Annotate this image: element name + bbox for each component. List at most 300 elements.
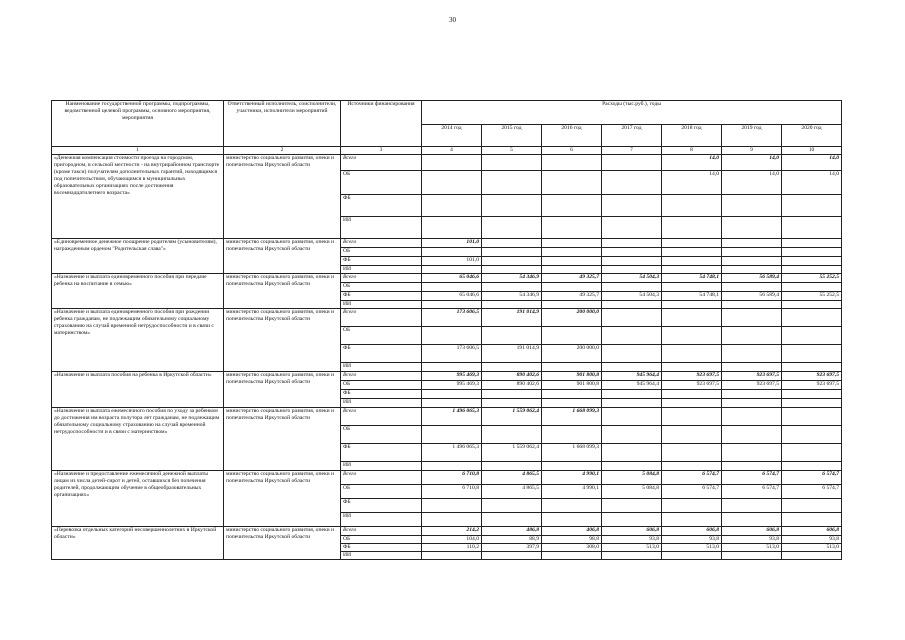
column-number: 4 xyxy=(422,147,482,155)
expense-value: 901 800,8 xyxy=(542,380,602,389)
expense-value: 110,2 xyxy=(422,543,482,551)
funding-source: ОБ xyxy=(341,535,422,543)
expense-value xyxy=(542,498,602,512)
funding-source: ИИ xyxy=(341,551,422,559)
expense-value xyxy=(482,326,542,344)
expense-value: 93,8 xyxy=(722,535,782,543)
expense-value xyxy=(482,154,542,170)
expense-value xyxy=(782,256,842,265)
table-row xyxy=(52,154,842,170)
header-executor: Ответственный исполнитель, соисполнители, участники, исполнители мероприятий xyxy=(224,101,341,147)
header-year: 2019 год xyxy=(722,125,782,147)
expense-value xyxy=(662,282,722,291)
expense-value: 1 668 099,3 xyxy=(542,443,602,461)
expense-value: 4 990,1 xyxy=(542,470,602,484)
expense-value xyxy=(662,461,722,470)
funding-source: ИИ xyxy=(341,512,422,526)
expense-value xyxy=(722,256,782,265)
expense-value xyxy=(782,247,842,256)
expense-value xyxy=(722,362,782,371)
expense-value xyxy=(722,238,782,247)
expense-value xyxy=(782,425,842,443)
expense-value xyxy=(782,362,842,371)
expense-value xyxy=(662,247,722,256)
expense-value xyxy=(722,461,782,470)
expense-value xyxy=(542,389,602,398)
expense-value xyxy=(722,551,782,559)
funding-source: ФБ xyxy=(341,443,422,461)
expense-value xyxy=(422,398,482,407)
expense-value xyxy=(722,282,782,291)
expense-value: 923 697,5 xyxy=(722,380,782,389)
expense-value xyxy=(722,425,782,443)
expense-value: 406,8 xyxy=(542,526,602,535)
expense-value xyxy=(722,300,782,308)
expense-value xyxy=(722,398,782,407)
expense-value: 995 469,3 xyxy=(422,371,482,380)
activity-name: «Назначение и предоставление ежемесячной денежной выплаты лицам из числа детей-сирот и детей, оставшихся без попечения родителей, продолжающим обучение в общеобразовательных организациях» xyxy=(52,470,224,526)
header-source: Источники финансирования xyxy=(341,101,422,147)
expense-value xyxy=(722,326,782,344)
expense-value xyxy=(782,300,842,308)
expense-value xyxy=(782,443,842,461)
expense-value: 56 589,4 xyxy=(722,291,782,300)
program-budget-table xyxy=(51,100,842,560)
expense-value xyxy=(422,326,482,344)
expense-value: 606,8 xyxy=(602,526,662,535)
expense-value: 890 402,6 xyxy=(482,371,542,380)
activity-name: «Перевозка отдельных категорий несовершеннолетних в Иркутской области» xyxy=(52,526,224,559)
expense-value xyxy=(482,551,542,559)
funding-source: ИИ xyxy=(341,216,422,238)
expense-value: 88,9 xyxy=(482,535,542,543)
column-number: 5 xyxy=(482,147,542,155)
expense-value: 14,0 xyxy=(782,154,842,170)
activity-executor: министерство социального развития, опеки и попечительства Иркутской области xyxy=(224,407,341,470)
funding-source: Всего xyxy=(341,273,422,282)
expense-value: 200 000,0 xyxy=(542,308,602,326)
expense-value: 173 606,5 xyxy=(422,308,482,326)
expense-value: 923 697,5 xyxy=(722,371,782,380)
expense-value xyxy=(602,326,662,344)
expense-value xyxy=(602,170,662,194)
expense-value xyxy=(482,425,542,443)
expense-value xyxy=(422,512,482,526)
expense-value: 49 325,7 xyxy=(542,273,602,282)
expense-value xyxy=(602,194,662,216)
page-number: 30 xyxy=(449,16,456,24)
expense-value xyxy=(722,216,782,238)
expense-value xyxy=(782,407,842,425)
expense-value: 98,8 xyxy=(542,535,602,543)
expense-value xyxy=(542,425,602,443)
expense-value: 486,8 xyxy=(482,526,542,535)
activity-executor: министерство социального развития, опеки и попечительства Иркутской области xyxy=(224,238,341,273)
column-number: 7 xyxy=(602,147,662,155)
expense-value xyxy=(782,265,842,273)
expense-value xyxy=(542,256,602,265)
expense-value xyxy=(542,512,602,526)
activity-executor: министерство социального развития, опеки и попечительства Иркутской области xyxy=(224,371,341,407)
expense-value: 54 346,9 xyxy=(482,291,542,300)
expense-value xyxy=(662,344,722,362)
expense-value xyxy=(422,154,482,170)
expense-value xyxy=(782,326,842,344)
expense-value xyxy=(602,389,662,398)
expense-value: 1 496 065,3 xyxy=(422,443,482,461)
header-name: Наименование государственной программы, подпрограммы, ведомственной целевой программы, основного мероприятия, мероприятия xyxy=(52,101,224,147)
expense-value xyxy=(602,407,662,425)
expense-value: 923 697,5 xyxy=(662,380,722,389)
expense-value xyxy=(482,389,542,398)
expense-value xyxy=(542,247,602,256)
expense-value: 606,8 xyxy=(662,526,722,535)
expense-value: 6 574,7 xyxy=(722,484,782,498)
funding-source: ИИ xyxy=(341,398,422,407)
funding-source: ФБ xyxy=(341,256,422,265)
expense-value: 54 748,1 xyxy=(662,273,722,282)
expense-value xyxy=(662,389,722,398)
funding-source: ОБ xyxy=(341,425,422,443)
funding-source: ИИ xyxy=(341,265,422,273)
expense-value xyxy=(662,498,722,512)
expense-value: 513,0 xyxy=(602,543,662,551)
expense-value xyxy=(722,194,782,216)
activity-executor: министерство социального развития, опеки и попечительства Иркутской области xyxy=(224,470,341,526)
expense-value xyxy=(482,362,542,371)
expense-value: 14,0 xyxy=(662,154,722,170)
expense-value xyxy=(542,398,602,407)
funding-source: Всего xyxy=(341,154,422,170)
expense-value xyxy=(602,216,662,238)
expense-value xyxy=(602,362,662,371)
expense-value xyxy=(662,512,722,526)
expense-value xyxy=(662,362,722,371)
expense-value xyxy=(662,551,722,559)
expense-value: 4 865,5 xyxy=(482,484,542,498)
funding-source: ИИ xyxy=(341,300,422,308)
table-row xyxy=(52,407,842,425)
expense-value xyxy=(602,443,662,461)
expense-value xyxy=(482,398,542,407)
expense-value xyxy=(782,461,842,470)
activity-name: «Назначение и выплата единовременного пособия при рождении ребенка гражданам, не подлежащим обязательному социальному страхованию на случай временной нетрудоспособности и в связи с материнством» xyxy=(52,308,224,371)
activity-name: «Назначение и выплата единовременного пособия при передаче ребенка на воспитание в семью» xyxy=(52,273,224,308)
expense-value: 200 000,0 xyxy=(542,344,602,362)
expense-value: 923 697,5 xyxy=(662,371,722,380)
expense-value: 101,0 xyxy=(422,238,482,247)
expense-value: 1 496 065,3 xyxy=(422,407,482,425)
expense-value xyxy=(602,256,662,265)
expense-value xyxy=(482,247,542,256)
expense-value: 890 402,6 xyxy=(482,380,542,389)
funding-source: Всего xyxy=(341,407,422,425)
column-number: 9 xyxy=(722,147,782,155)
expense-value xyxy=(482,461,542,470)
expense-value: 901 800,8 xyxy=(542,371,602,380)
expense-value xyxy=(602,398,662,407)
expense-value xyxy=(542,170,602,194)
expense-value xyxy=(482,300,542,308)
expense-value xyxy=(662,308,722,326)
column-number: 6 xyxy=(542,147,602,155)
expense-value xyxy=(542,216,602,238)
expense-value xyxy=(782,498,842,512)
expense-value xyxy=(542,265,602,273)
expense-value: 945 964,4 xyxy=(602,380,662,389)
expense-value xyxy=(542,326,602,344)
expense-value: 93,8 xyxy=(602,535,662,543)
column-number: 8 xyxy=(662,147,722,155)
expense-value xyxy=(422,551,482,559)
expense-value: 101,0 xyxy=(422,256,482,265)
expense-value: 1 559 062,4 xyxy=(482,407,542,425)
expense-value xyxy=(602,247,662,256)
expense-value xyxy=(662,425,722,443)
table-row xyxy=(52,526,842,535)
expense-value xyxy=(482,265,542,273)
expense-value xyxy=(542,362,602,371)
expense-value xyxy=(482,238,542,247)
expense-value xyxy=(602,512,662,526)
expense-value xyxy=(482,170,542,194)
activity-executor: министерство социального развития, опеки и попечительства Иркутской области xyxy=(224,273,341,308)
activity-name: «Назначение и выплата пособия на ребенка в Иркутской области» xyxy=(52,371,224,407)
expense-value: 49 325,7 xyxy=(542,291,602,300)
expense-value: 513,0 xyxy=(662,543,722,551)
expense-value xyxy=(782,551,842,559)
expense-value: 1 668 099,3 xyxy=(542,407,602,425)
expense-value: 397,9 xyxy=(482,543,542,551)
expense-value: 14,0 xyxy=(722,154,782,170)
funding-source: Всего xyxy=(341,526,422,535)
activity-name: «Денежная компенсация стоимости проезда на городском, пригородном, в сельской местности - на внутрирайонном транспорте (кроме такси) получателям дополнительных гарантий, находящимся под попечительством, обучающимся в муниципальных образовательных организациях после достижения восемнадцатилетнего возраста» xyxy=(52,154,224,238)
funding-source: Всего xyxy=(341,470,422,484)
expense-value: 1 559 062,4 xyxy=(482,443,542,461)
expense-value xyxy=(422,389,482,398)
expense-value xyxy=(602,282,662,291)
expense-value xyxy=(542,154,602,170)
expense-value xyxy=(662,398,722,407)
expense-value: 6 574,7 xyxy=(782,484,842,498)
table-row xyxy=(52,273,842,282)
expense-value xyxy=(722,344,782,362)
expense-value xyxy=(602,238,662,247)
header-year: 2017 год xyxy=(602,125,662,147)
activity-executor: министерство социального развития, опеки и попечительства Иркутской области xyxy=(224,154,341,238)
funding-source: Всего xyxy=(341,238,422,247)
expense-value: 65 046,6 xyxy=(422,273,482,282)
funding-source: ОБ xyxy=(341,484,422,498)
funding-source: ФБ xyxy=(341,194,422,216)
expense-value xyxy=(422,362,482,371)
expense-value: 606,8 xyxy=(722,526,782,535)
expense-value xyxy=(722,389,782,398)
expense-value xyxy=(782,216,842,238)
expense-value xyxy=(722,498,782,512)
expense-value xyxy=(542,282,602,291)
expense-value: 54 346,9 xyxy=(482,273,542,282)
expense-value: 14,0 xyxy=(722,170,782,194)
expense-value xyxy=(662,194,722,216)
funding-source: ФБ xyxy=(341,344,422,362)
funding-source: ФБ xyxy=(341,543,422,551)
activity-name: «Единовременное денежное поощрение родителям (усыновителям), награжденным орденом "Родительская слава"» xyxy=(52,238,224,273)
header-year: 2016 год xyxy=(542,125,602,147)
funding-source: Всего xyxy=(341,308,422,326)
expense-value xyxy=(542,461,602,470)
funding-source: Всего xyxy=(341,371,422,380)
funding-source: ОБ xyxy=(341,170,422,194)
activity-executor: министерство социального развития, опеки и попечительства Иркутской области xyxy=(224,526,341,559)
header-year: 2020 год xyxy=(782,125,842,147)
expense-value: 55 252,5 xyxy=(782,291,842,300)
expense-value xyxy=(542,551,602,559)
expense-value: 55 252,5 xyxy=(782,273,842,282)
activity-executor: министерство социального развития, опеки и попечительства Иркутской области xyxy=(224,308,341,371)
expense-value xyxy=(422,194,482,216)
funding-source: ОБ xyxy=(341,380,422,389)
funding-source: ФБ xyxy=(341,291,422,300)
column-number: 10 xyxy=(782,147,842,155)
expense-value: 513,0 xyxy=(722,543,782,551)
expense-value: 923 697,5 xyxy=(782,371,842,380)
funding-source: ОБ xyxy=(341,326,422,344)
expense-value xyxy=(482,512,542,526)
expense-value xyxy=(662,265,722,273)
expense-value: 6 574,7 xyxy=(662,484,722,498)
column-number: 3 xyxy=(341,147,422,155)
expense-value: 5 084,8 xyxy=(602,470,662,484)
expense-value xyxy=(662,407,722,425)
column-number: 1 xyxy=(52,147,224,155)
expense-value: 54 748,1 xyxy=(662,291,722,300)
expense-value: 4 865,5 xyxy=(482,470,542,484)
expense-value: 945 964,4 xyxy=(602,371,662,380)
funding-source: ИИ xyxy=(341,362,422,371)
expense-value xyxy=(782,344,842,362)
expense-value: 6 710,8 xyxy=(422,484,482,498)
expense-value xyxy=(542,194,602,216)
expense-value xyxy=(722,247,782,256)
expense-value xyxy=(422,498,482,512)
expense-value xyxy=(422,461,482,470)
expense-value: 308,0 xyxy=(542,543,602,551)
expense-value: 54 504,3 xyxy=(602,291,662,300)
expense-value: 191 014,9 xyxy=(482,344,542,362)
table-row xyxy=(52,308,842,326)
expense-value xyxy=(602,551,662,559)
expense-value: 54 504,3 xyxy=(602,273,662,282)
expense-value xyxy=(662,256,722,265)
expense-value xyxy=(422,300,482,308)
expense-value xyxy=(602,308,662,326)
expense-value xyxy=(482,256,542,265)
expense-value xyxy=(602,425,662,443)
expense-value xyxy=(602,265,662,273)
funding-source: ФБ xyxy=(341,498,422,512)
expense-value xyxy=(482,194,542,216)
expense-value: 65 046,6 xyxy=(422,291,482,300)
expense-value xyxy=(782,308,842,326)
expense-value: 606,8 xyxy=(782,526,842,535)
expense-value: 93,8 xyxy=(782,535,842,543)
expense-value: 14,0 xyxy=(662,170,722,194)
expense-value xyxy=(422,170,482,194)
expense-value xyxy=(662,216,722,238)
activity-name: «Назначение и выплата ежемесячного пособия по уходу за ребенком до достижения им возраста полутора лет гражданам, не подлежащим обязательному социальному страхованию на случай временной нетрудоспособности и в связи с материнством» xyxy=(52,407,224,470)
expense-value xyxy=(662,443,722,461)
expense-value xyxy=(662,238,722,247)
expense-value: 56 589,4 xyxy=(722,273,782,282)
expense-value xyxy=(602,344,662,362)
expense-value: 995 469,3 xyxy=(422,380,482,389)
expense-value xyxy=(422,282,482,291)
expense-value xyxy=(602,498,662,512)
header-year: 2014 год xyxy=(422,125,482,147)
expense-value xyxy=(722,512,782,526)
funding-source: ИИ xyxy=(341,461,422,470)
expense-value: 214,2 xyxy=(422,526,482,535)
expense-value xyxy=(722,443,782,461)
expense-value xyxy=(782,238,842,247)
header-year: 2018 год xyxy=(662,125,722,147)
expense-value: 923 697,5 xyxy=(782,380,842,389)
expense-value: 5 084,8 xyxy=(602,484,662,498)
expense-value xyxy=(422,216,482,238)
expense-value xyxy=(782,389,842,398)
table-row xyxy=(52,371,842,380)
expense-value: 6 574,7 xyxy=(722,470,782,484)
expense-value: 93,8 xyxy=(662,535,722,543)
funding-source: ОБ xyxy=(341,282,422,291)
expense-value xyxy=(542,300,602,308)
expense-value: 6 710,8 xyxy=(422,470,482,484)
table-row xyxy=(52,238,842,247)
expense-value: 191 014,9 xyxy=(482,308,542,326)
expense-value xyxy=(782,398,842,407)
expense-value xyxy=(602,154,662,170)
expense-value xyxy=(422,265,482,273)
expense-value xyxy=(482,498,542,512)
expense-value: 173 606,5 xyxy=(422,344,482,362)
funding-source: ОБ xyxy=(341,247,422,256)
expense-value xyxy=(722,407,782,425)
expense-value: 6 574,7 xyxy=(662,470,722,484)
expense-value xyxy=(482,216,542,238)
expense-value xyxy=(542,238,602,247)
header-year: 2015 год xyxy=(482,125,542,147)
expense-value xyxy=(482,282,542,291)
column-number: 2 xyxy=(224,147,341,155)
expense-value xyxy=(602,300,662,308)
expense-value xyxy=(782,194,842,216)
table-row xyxy=(52,470,842,484)
expense-value xyxy=(662,326,722,344)
expense-value xyxy=(602,461,662,470)
expense-value: 513,0 xyxy=(782,543,842,551)
expense-value xyxy=(722,308,782,326)
expense-value xyxy=(422,425,482,443)
header-expenses: Расходы (тыс.руб.), годы xyxy=(422,101,842,125)
funding-source: ФБ xyxy=(341,389,422,398)
expense-value: 104,0 xyxy=(422,535,482,543)
expense-value xyxy=(422,247,482,256)
expense-value xyxy=(782,512,842,526)
expense-value: 14,0 xyxy=(782,170,842,194)
expense-value xyxy=(782,282,842,291)
expense-value xyxy=(662,300,722,308)
